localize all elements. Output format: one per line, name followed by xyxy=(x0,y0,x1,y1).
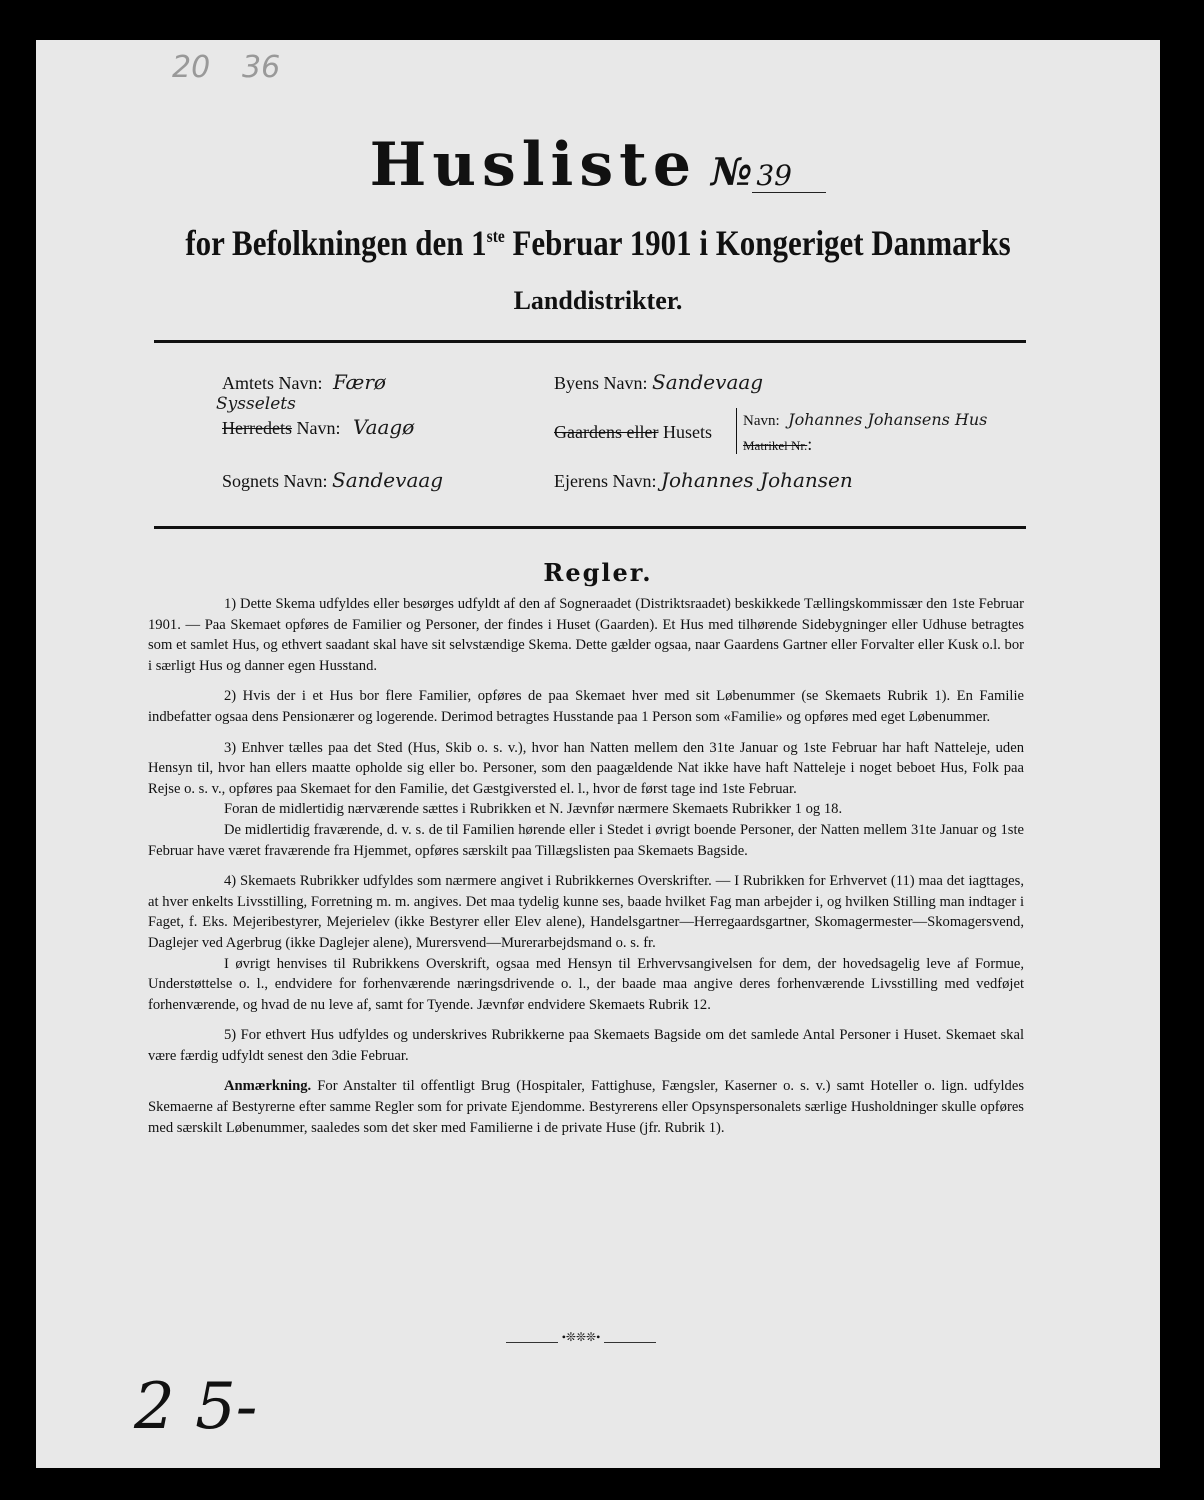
title-row xyxy=(36,130,1160,200)
rule-3a: 3) Enhver tælles paa det Sted (Hus, Skib o. s. v.), hvor han Natten mellem den 31te Januar og 1ste Februar har haft Natteleje, uden Hensyn til, hvor han ellers maatte opholde sig eller bo. Personer, som den paagældende Nat ikke have haft Natteleje i noget beboet Hus, Folk paa Rejse o. s. v., opføres paa Skemaet for den Familie, det Gæstgiversted el. l., hvor de først tage ind 1ste Februar. xyxy=(148,739,1024,797)
ejer-value: Johannes Johansen xyxy=(660,468,853,492)
sogn-value: Sandevaag xyxy=(332,468,444,492)
rule-4a: 4) Skemaets Rubrikker udfyldes som nærmere angivet i Rubrikkernes Overskrifter. — I Rubrikken for Erhvervet (11) maa det iagttages, at hver enkelts Livsstilling, Forretning m. m. angives. Det maa tydelig kunne ses, baade hvilket Fag man arbejder i, og hvilken Stilling man indtager i Faget, f. Eks. Mejeribestyrer, Mejerielev (ikke Bestyrer eller Elev alene), Handelsgartner—Herregaardsgartner, Skomagermester—Skomagersvend, Daglejer ved Agerbrug (ikke Daglejer alene), Murersvend—Murerarbejdsmand o. s. fr. xyxy=(148,873,1024,951)
subtitle-sup: ste xyxy=(486,226,505,246)
navn-value: Johannes Johansens Hus xyxy=(788,410,988,429)
rule-1: 1) Dette Skema udfyldes eller besørges udfyldt af den af Sogneraadet (Distriktsraadet) beskikkede Tællingskommissær den 1ste Februar 1901. — Paa Skemaet opføres de Familier og Personer, der findes i Huset (Gaarden). Et Hus med tilhørende Sidebygninger eller Udhuse betragtes som et samlet Hus, og ethvert saadant skal have sit selvstændige Skema. Dette gælder ogsaa, naar Gaardens Gartner eller Forvalter eller Kusk o.l. bor i særligt Hus og danner egen Husstand. xyxy=(148,596,1024,674)
amt-field xyxy=(222,370,386,394)
note-label: Anmærkning. xyxy=(224,1078,312,1095)
gaard-struck: Gaardens eller xyxy=(554,422,659,442)
district-heading: Landdistrikter. xyxy=(513,286,683,315)
list-number: 39 xyxy=(752,159,826,193)
ornament-glyphs: •❊❊❊• xyxy=(558,1330,605,1344)
corner-number-right: 36 xyxy=(242,50,281,85)
navn-matrikel-group xyxy=(736,408,987,454)
matrikel-colon: : xyxy=(807,434,813,454)
by-field xyxy=(554,370,763,394)
subtitle-pre: for Befolkningen den 1 xyxy=(185,223,487,263)
ejer-field xyxy=(554,468,853,492)
rule-3b: Foran de midlertidig nærværende sættes i Rubrikken et N. Jævnfør nærmere Skemaets Rubrikker 1 og 18. xyxy=(224,801,843,818)
number-label: № xyxy=(711,149,753,194)
page-title: Husliste xyxy=(369,130,698,200)
amt-label: Amtets Navn: xyxy=(222,373,323,393)
amt-value: Færø xyxy=(333,370,386,394)
rule-3c: De midlertidig fraværende, d. v. s. de til Familien hørende eller i Stedet i øvrigt boende Personer, der Natten mellem 31te Januar og 1ste Februar have været fraværende fra Hjemmet, opføres særskilt paa Tillægslisten paa Skemaets Bagside. xyxy=(148,821,1024,859)
herred-field xyxy=(222,415,414,439)
ejer-label: Ejerens Navn: xyxy=(554,471,657,491)
gaard-field xyxy=(554,422,712,443)
herred-struck: Herredets xyxy=(222,418,292,438)
herred-handwritten: Sysselets xyxy=(216,394,296,414)
subtitle-post: Februar 1901 i Kongeriget Danmarks xyxy=(504,223,1011,263)
matrikel-struck: Matrikel Nr. xyxy=(743,438,808,453)
top-divider xyxy=(154,340,1026,343)
bottom-divider xyxy=(154,526,1026,529)
bottom-handwritten-number: 2 5- xyxy=(134,1370,258,1444)
rules-title: Regler. xyxy=(543,558,653,587)
herred-value: Vaagø xyxy=(352,415,415,439)
note-text: For Anstalter til offentligt Brug (Hospitaler, Fattighuse, Fængsler, Kaserner o. s. v.) samt Hoteller o. lign. udfyldes Skemaerne af Bestyrerne efter samme Regler som for private Ejendomme. Bestyrerens eller Opsynspersonalets særlige Husholdninger skulle opføres med særskilt Løbenummer, saaledes som det sker med Familierne i de private Huse (jfr. Rubrik 1). xyxy=(148,1078,1024,1136)
rule-5: 5) For ethvert Hus udfyldes og underskrives Rubrikkerne paa Skemaets Bagside om det samlede Antal Personer i Huset. Skemaet skal være færdig udfyldt senest den 3die Februar. xyxy=(148,1027,1024,1064)
note xyxy=(148,1076,1024,1138)
by-value: Sandevaag xyxy=(652,370,764,394)
navn-label: Navn: xyxy=(743,413,780,429)
rules-body xyxy=(148,594,1024,1148)
rule-2: 2) Hvis der i et Hus bor flere Familier, opføres de paa Skemaet hver med sit Løbenummer (se Skemaets Rubrik 1). En Familie indbefatter ogsaa dens Pensionærer og logerende. Derimod betragtes Husstande paa 1 Person som «Familie» og opføres med eget Løbenummer. xyxy=(148,688,1024,725)
sogn-label: Sognets Navn: xyxy=(222,471,328,491)
corner-number-left: 20 xyxy=(172,50,211,85)
gaard-label: Husets xyxy=(658,422,712,442)
page-subtitle xyxy=(115,222,1082,264)
by-label: Byens Navn: xyxy=(554,373,648,393)
census-form-page xyxy=(36,40,1160,1468)
rule-4b: I øvrigt henvises til Rubrikkens Overskrift, ogsaa med Hensyn til Erhvervsangivelsen for dem, der hovedsagelig leve af Formue, Understøttelse o. l., endvidere for forhenværende næringsdrivende o. l., der baade maa angive deres forhenværende Livsstilling med vedføjet forhenværende, og hvad de nu leve af, samt for Tyende. Jævnfør endvidere Skemaets Rubrik 12. xyxy=(148,955,1024,1013)
herred-label: Navn: xyxy=(291,418,341,438)
sogn-field xyxy=(222,468,443,492)
ornament-divider xyxy=(506,1330,656,1345)
